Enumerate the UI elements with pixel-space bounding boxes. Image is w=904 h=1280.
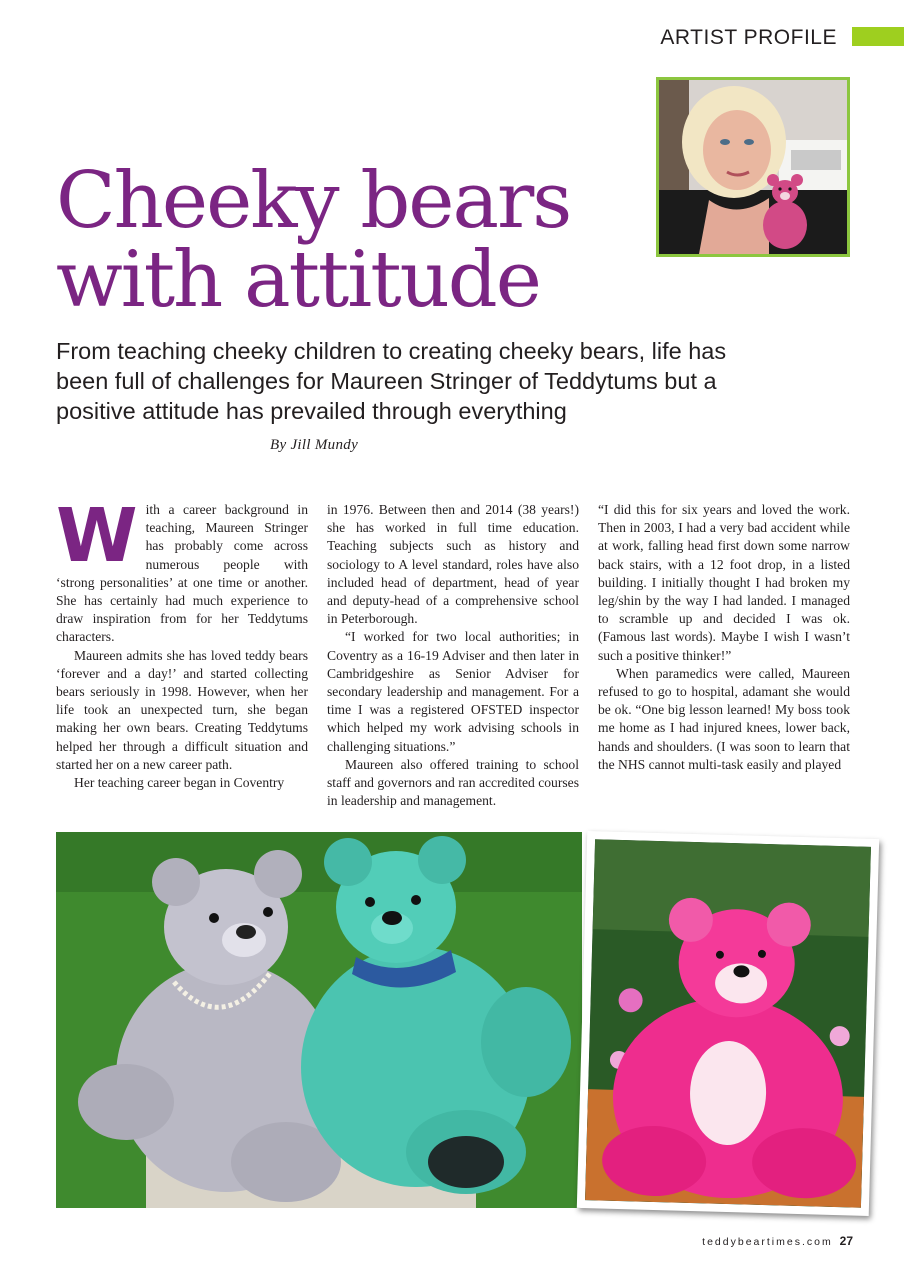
site-url: teddybeartimes.com [702,1236,833,1248]
paragraph: Her teaching career began in Coventry [74,775,285,791]
portrait-illustration [659,80,847,254]
title-line-2: with attitude [56,235,540,325]
body-column-3 [598,501,850,774]
bears-photo-main [56,832,582,1208]
page-footer [640,1234,853,1248]
article-title [56,156,656,325]
byline: By Jill Mundy [270,437,359,453]
paragraph: When paramedics were called, Maureen refused to go to hospital, adamant she would be ok. “One big lesson learned! My boss took me home as I had injured knees, lower back, hands and shoulders. (I was soon to learn that the NHS cannot multi-task easily and played [598,665,850,772]
section-label: ARTIST PROFILE [660,26,837,49]
section-accent-bar [852,27,904,46]
pink-bear-photo [577,831,879,1216]
title-line-1: Cheeky bears [56,156,571,246]
paragraph: Maureen also offered training to school staff and governors and ran accredited courses in leadership and management. [327,756,579,809]
paragraph: “I did this for six years and loved the work. Then in 2003, I had a very bad accident while at work, falling head first down some narrow back stairs, with a 12 foot drop, in a listed building. I initially thought I had broken my leg/shin by the way I had landed. I managed to scramble up and decided I was ok. (Famous last words). Maybe I wish I wasn’t such a positive thinker!” [598,502,850,663]
body-column-1 [56,493,308,792]
paragraph [56,493,308,647]
bears-illustration [56,832,582,1208]
artist-portrait-photo [656,77,850,257]
body-column-2 [327,501,579,810]
page-number: 27 [839,1234,853,1248]
paragraph: in 1976. Between then and 2014 (38 years!) she has worked in full time education. Teaching subjects such as history and sociology to A level standard, roles have also included head of department, head of year and deputy-head of a comprehensive school in Peterborough. [327,502,579,627]
paragraph: “I worked for two local authorities; in Coventry as a 16-19 Adviser and then later in Cambridgeshire as Senior Adviser for secondary leadership and management. For a time I was a registered OFSTED inspector which helped my work advising schools in challenging situations.” [327,629,579,754]
paragraph: Maureen admits she has loved teddy bears ‘forever and a day!’ and started collecting bears seriously in 1998. However, when her life took an unexpected turn, she began making her own bears. Creating Teddytums helped her through a difficult situation and started her on a new career path. [56,647,308,772]
paragraph-text: ith a career background in teaching, Maureen Stringer has probably come across numerous people with ‘strong personalities’ at one time or another. She has certainly had much experience to draw inspiration from for her Teddytums characters. [56,502,308,645]
drop-cap: W [56,493,138,579]
standfirst: From teaching cheeky children to creating cheeky bears, life has been full of challenges for Maureen Stringer of Teddytums but a positive attitude has prevailed through everything [56,338,727,424]
pink-bear-illustration [585,839,871,1208]
